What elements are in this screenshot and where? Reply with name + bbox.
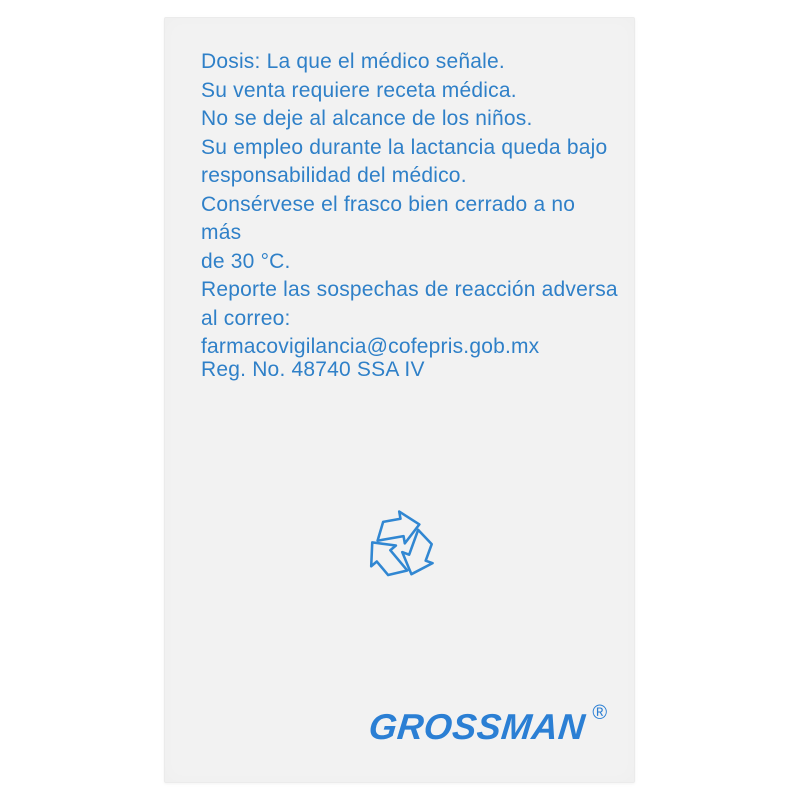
label-line: No se deje al alcance de los niños. [201,107,533,130]
brand-logo [366,702,609,748]
medicine-box-back-panel [164,17,635,783]
label-line: al correo: [201,306,291,330]
label-line: de 30 °C. [201,249,291,273]
registration-number: Reg. No. 48740 SSA IV [201,358,425,381]
label-line: Su empleo durante la lactancia queda bajo [201,135,608,159]
label-line: Su venta requiere receta médica. [201,78,517,102]
label-line: Consérvese el frasco bien cerrado a no más [201,192,576,244]
label-line: responsabilidad del médico. [201,164,467,187]
recycle-icon [357,501,445,593]
label-line: farmacovigilancia@cofepris.gob.mx [201,335,540,358]
brand-name: GROSSMAN [366,706,587,747]
dosage-and-warnings-text [201,48,621,362]
registered-trademark-symbol: ® [592,702,608,724]
label-line: Reporte las sospechas de reacción adversa [201,278,618,301]
label-line: Dosis: La que el médico señale. [201,50,505,73]
